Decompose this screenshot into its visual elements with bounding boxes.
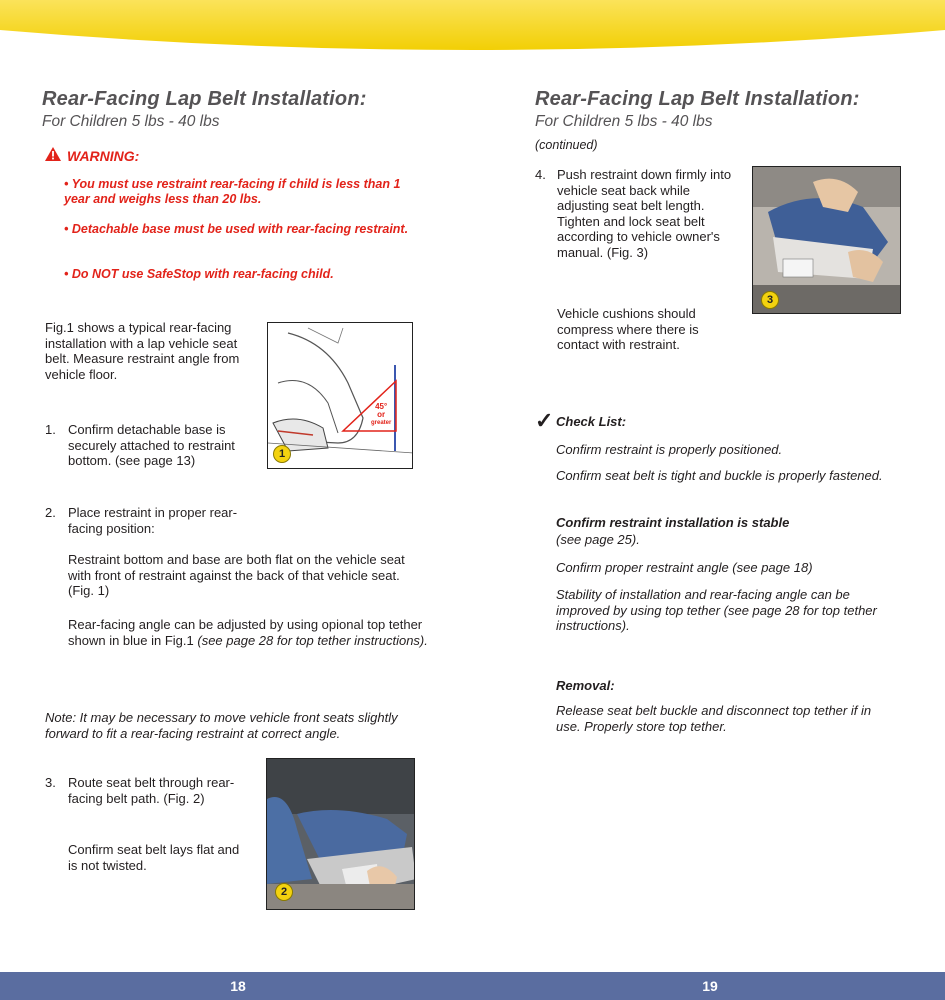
angle-label: greater: [371, 420, 392, 426]
step-2-note: [68, 617, 428, 648]
step-2-detail: Restraint bottom and base are both flat on the vehicle seat with front of restraint against the back of that vehicle seat. (Fig. 1): [68, 552, 405, 598]
warning-item: • Detachable base must be used with rear-facing restraint.: [64, 222, 409, 236]
step-4-text: Push restraint down firmly into vehicle seat back while adjusting seat belt length. Tighten and lock seat belt according to vehicle owner's manual. (Fig. 3): [557, 167, 732, 260]
car-seat-line-drawing: [268, 323, 413, 469]
removal-text: Release seat belt buckle and disconnect top tether if in use. Properly store top tether.: [556, 703, 872, 734]
figure-1-illustration: [267, 322, 413, 469]
step-number: 3.: [45, 775, 56, 790]
step-number: 1.: [45, 422, 56, 437]
step-number: 4.: [535, 167, 546, 182]
angle-label: 45°: [375, 402, 388, 411]
checklist-item: Confirm restraint is properly positioned.: [556, 442, 783, 457]
checklist-item: Confirm restraint installation is stable: [556, 515, 790, 530]
figure-2-photo: [266, 758, 415, 910]
page-number: 18: [230, 978, 246, 994]
warning-item: • You must use restraint rear-facing if child is less than 1 year and weighs less than 20 lbs.: [64, 177, 401, 206]
step-3-text: Route seat belt through rear-facing belt path. (Fig. 2): [68, 775, 235, 806]
figure-badge: 1: [273, 445, 291, 463]
note-plain-text: Rear-facing angle can be adjusted by using opional top tether shown in blue in Fig.1: [68, 617, 423, 648]
checklist-item: Confirm proper restraint angle (see page 18): [556, 560, 813, 575]
checklist-item: Confirm seat belt is tight and buckle is properly fastened.: [556, 468, 883, 483]
warning-item: • Do NOT use SafeStop with rear-facing child.: [64, 267, 334, 281]
figure-badge: 2: [275, 883, 293, 901]
warning-heading: WARNING:: [67, 148, 140, 164]
intro-paragraph: Fig.1 shows a typical rear-facing installation with a lap vehicle seat belt. Measure restraint angle from vehicle floor.: [45, 320, 240, 382]
removal-heading: Removal:: [556, 678, 615, 693]
checklist-heading: Check List:: [556, 414, 627, 429]
step-1-text: Confirm detachable base is securely attached to restraint bottom. (see page 13): [68, 422, 235, 468]
note-paragraph: Note: It may be necessary to move vehicle front seats slightly forward to fit a rear-facing restraint at correct angle.: [45, 710, 398, 741]
step-3-detail: Confirm seat belt lays flat and is not twisted.: [68, 842, 240, 873]
page-subtitle: For Children 5 lbs - 40 lbs: [535, 113, 713, 130]
page-subtitle: For Children 5 lbs - 40 lbs: [42, 113, 220, 130]
check-mark-icon: ✓: [535, 408, 554, 433]
page-number: 19: [702, 978, 718, 994]
tether-reference: (see page 28 for top tether instructions).: [197, 632, 428, 648]
page-title: Rear-Facing Lap Belt Installation:: [42, 88, 367, 110]
angle-label: or: [377, 410, 386, 419]
footer-bar: [0, 972, 945, 1000]
warning-icon: [44, 146, 62, 162]
step-4-detail: Vehicle cushions should compress where there is contact with restraint.: [557, 306, 699, 352]
step-number: 2.: [45, 505, 56, 520]
figure-3-photo: [752, 166, 901, 314]
figure-badge: 3: [761, 291, 779, 309]
page-title: Rear-Facing Lap Belt Installation:: [535, 88, 860, 110]
step-2-text: Place restraint in proper rear-facing position:: [68, 505, 238, 536]
checklist-item: (see page 25).: [556, 532, 640, 547]
checklist-item: Stability of installation and rear-facing angle can be improved by using top tether (see page 28 for top tether instructions).: [556, 587, 877, 633]
continued-label: (continued): [535, 138, 598, 152]
top-yellow-band: [0, 0, 945, 62]
